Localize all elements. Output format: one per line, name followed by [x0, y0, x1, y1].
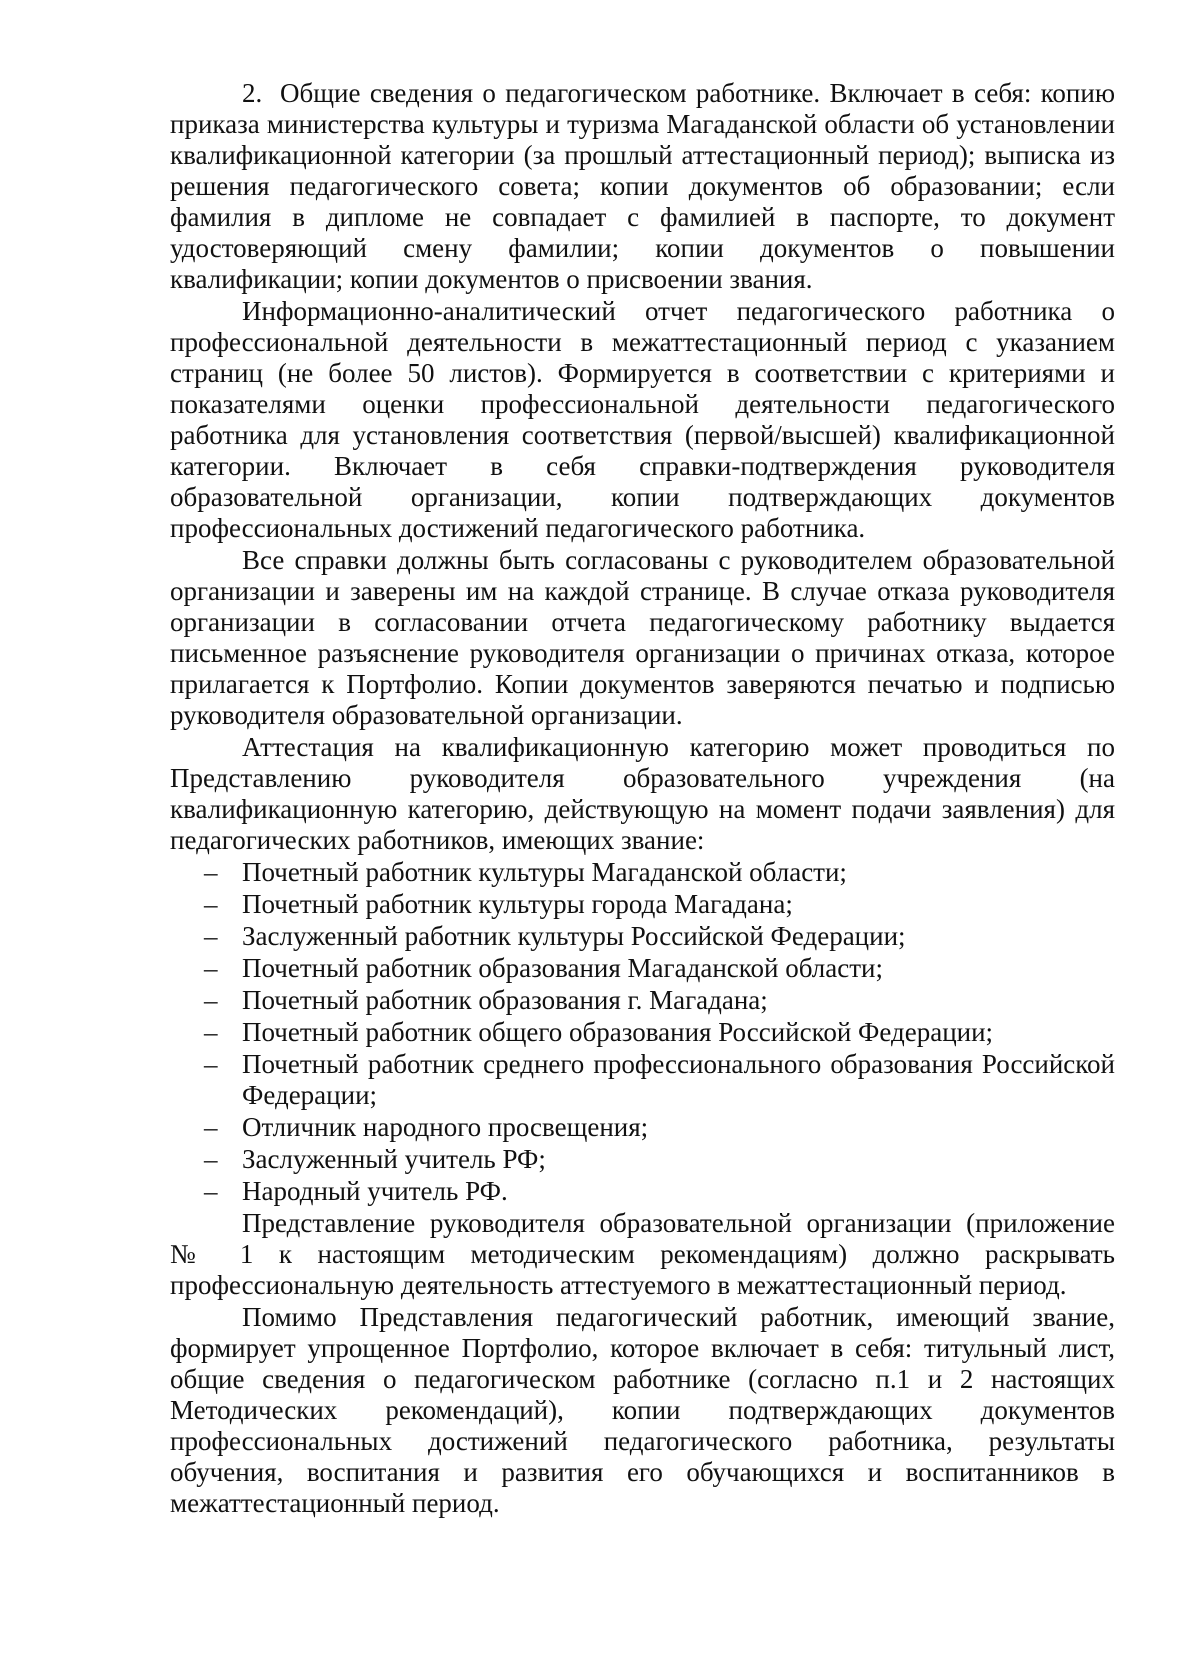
list-item-text: Почетный работник общего образования Российской Федерации;	[242, 1017, 994, 1047]
item-2-text: Общие сведения о педагогическом работнике. Включает в себя: копию приказа министерства культуры и туризма Магаданской области об установлении квалификационной категории (за прошлый аттестационный период); выписка из решения педагогического совета; копии документов об образовании; если фамилия в дипломе не совпадает с фамилией в паспорте, то документ удостоверяющий смену фамилии; копии документов о повышении квалификации; копии документов о присвоении звания.	[170, 78, 1115, 294]
list-item	[170, 1049, 1115, 1111]
list-item-text: Почетный работник среднего профессионального образования Российской Федерации;	[242, 1049, 1115, 1110]
dash-bullet: –	[204, 857, 218, 887]
paragraph-item-2	[170, 78, 1115, 295]
dash-bullet: –	[204, 1049, 218, 1079]
paragraph-attestation: Аттестация на квалификационную категорию может проводиться по Представлению руководителя образовательного учреждения (на квалификационную категорию, действующую на момент подачи заявления) для педагогических работников, имеющих звание:	[170, 732, 1115, 855]
document-body	[170, 78, 1115, 1519]
dash-bullet: –	[204, 1176, 218, 1206]
item-number: 2.	[242, 78, 263, 108]
list-item	[170, 1017, 1115, 1048]
paragraph-portfolio: Помимо Представления педагогический работник, имеющий звание, формирует упрощенное Портфолио, которое включает в себя: титульный лист, общие сведения о педагогическом работнике (согласно п.1 и 2 настоящих Методических рекомендаций), копии подтверждающих документов профессиональных достижений педагогического работника, результаты обучения, воспитания и развития его обучающихся и воспитанников в межаттестационный период.	[170, 1302, 1115, 1518]
list-item	[170, 889, 1115, 920]
list-item-text: Почетный работник образования г. Магадана;	[242, 985, 768, 1015]
list-item-text: Отличник народного просвещения;	[242, 1112, 649, 1142]
list-item-text: Почетный работник культуры города Магадана;	[242, 889, 793, 919]
dash-bullet: –	[204, 921, 218, 951]
list-item-text: Заслуженный работник культуры Российской Федерации;	[242, 921, 906, 951]
list-item	[170, 1112, 1115, 1143]
list-item-text: Почетный работник культуры Магаданской области;	[242, 857, 847, 887]
dash-bullet: –	[204, 1144, 218, 1174]
dash-bullet: –	[204, 889, 218, 919]
list-item-text: Народный учитель РФ.	[242, 1176, 508, 1206]
list-item	[170, 1176, 1115, 1207]
dash-bullet: –	[204, 1112, 218, 1142]
honorary-titles-list	[170, 857, 1115, 1207]
paragraph-presentation: Представление руководителя образовательной организации (приложение № 1 к настоящим методическим рекомендациям) должно раскрывать профессиональную деятельность аттестуемого в межаттестационный период.	[170, 1208, 1115, 1300]
list-item	[170, 953, 1115, 984]
list-item	[170, 1144, 1115, 1175]
dash-bullet: –	[204, 985, 218, 1015]
list-item-text: Почетный работник образования Магаданской области;	[242, 953, 883, 983]
dash-bullet: –	[204, 953, 218, 983]
dash-bullet: –	[204, 1017, 218, 1047]
paragraph-certificates: Все справки должны быть согласованы с руководителем образовательной организации и заверены им на каждой странице. В случае отказа руководителя организации в согласовании отчета педагогическому работнику выдается письменное разъяснение руководителя организации о причинах отказа, которое прилагается к Портфолио. Копии документов заверяются печатью и подписью руководителя образовательной организации.	[170, 545, 1115, 730]
list-item	[170, 921, 1115, 952]
list-item-text: Заслуженный учитель РФ;	[242, 1144, 546, 1174]
list-item	[170, 857, 1115, 888]
paragraph-report: Информационно-аналитический отчет педагогического работника о профессиональной деятельности в межаттестационный период с указанием страниц (не более 50 листов). Формируется в соответствии с критериями и показателями оценки профессиональной деятельности педагогического работника для установления соответствия (первой/высшей) квалификационной категории. Включает в себя справки-подтверждения руководителя образовательной организации, копии подтверждающих документов профессиональных достижений педагогического работника.	[170, 296, 1115, 543]
list-item	[170, 985, 1115, 1016]
